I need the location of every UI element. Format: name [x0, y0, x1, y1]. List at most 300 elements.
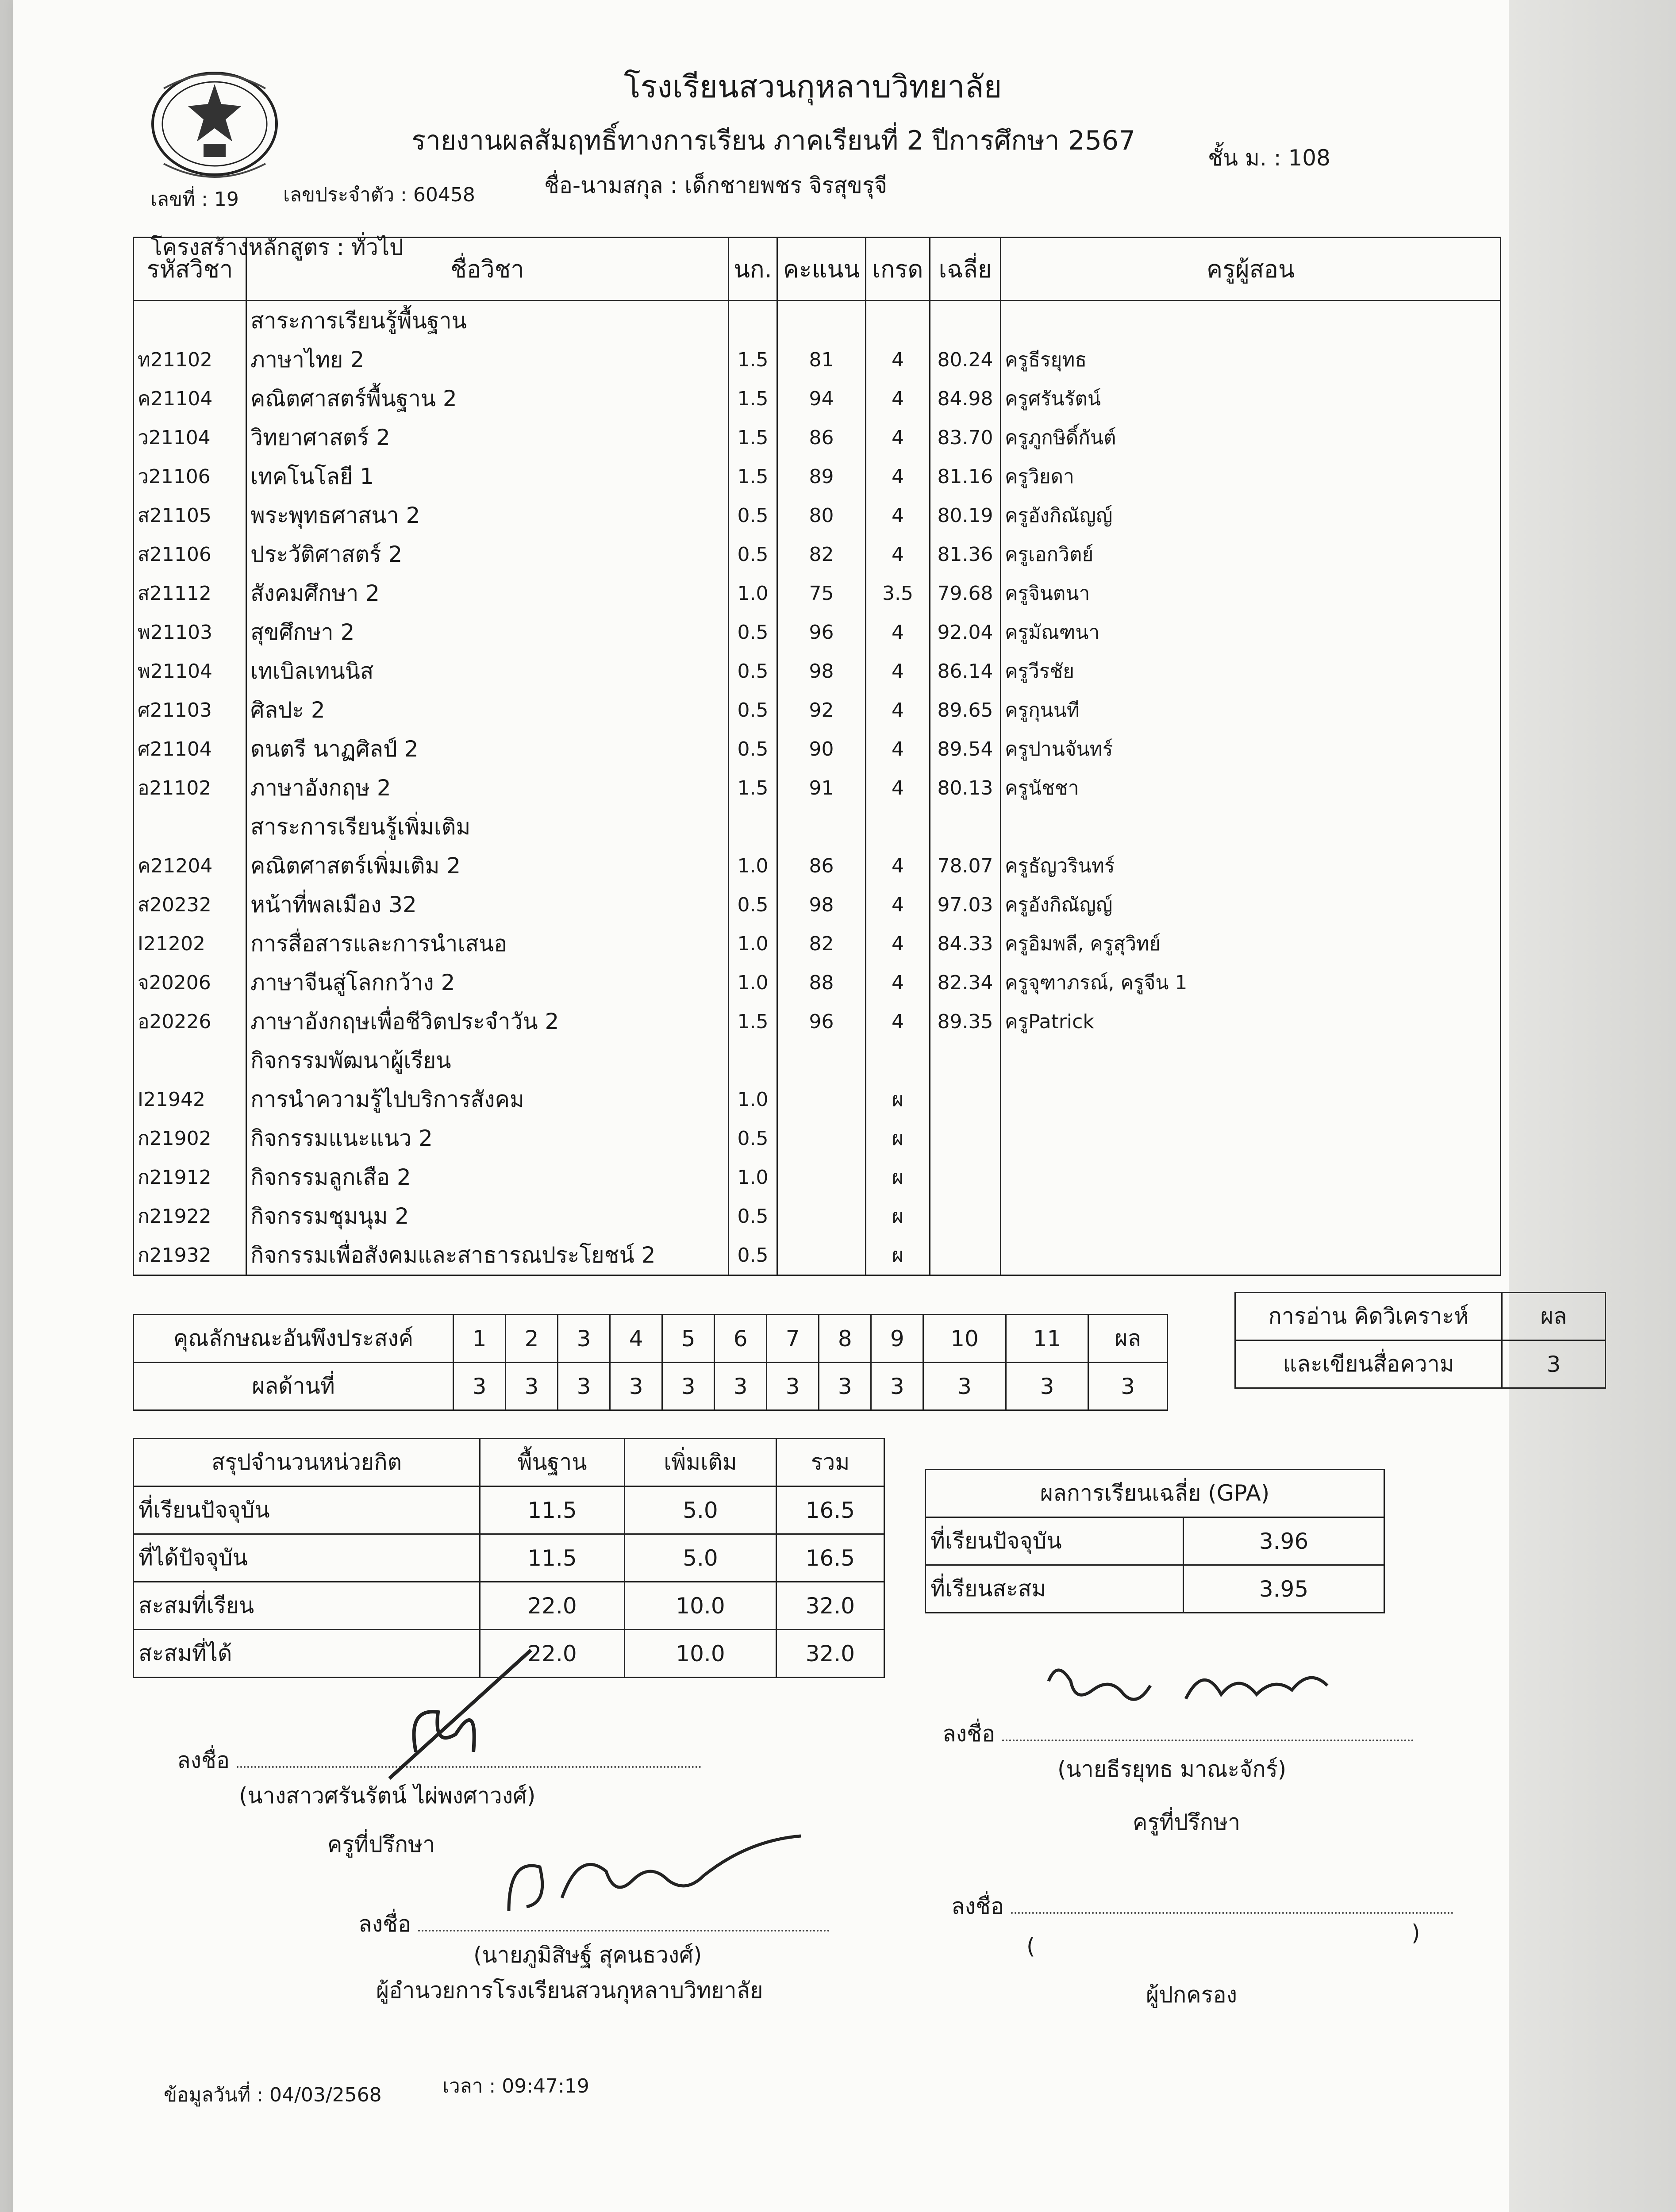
school-name: โรงเรียนสวนกุหลาบวิทยาลัย — [624, 69, 1002, 105]
subject-code: อ20226 — [134, 1002, 246, 1041]
subject-code: ก21902 — [134, 1119, 246, 1158]
subject-average: 86.14 — [930, 652, 1001, 691]
subject-row — [134, 924, 1501, 963]
footer-time: เวลา : 09:47:19 — [442, 2075, 589, 2097]
credits-cell: 10.0 — [625, 1630, 776, 1678]
subject-row — [134, 379, 1501, 418]
group-code-cell — [134, 301, 246, 341]
subject-grade: 4 — [866, 730, 930, 768]
empty-cell — [866, 301, 930, 341]
trait-value: 3 — [662, 1363, 715, 1410]
col-header-teacher: ครูผู้สอน — [1001, 238, 1501, 301]
subject-average: 78.07 — [930, 846, 1001, 885]
subject-teacher: ครูอังกิณัญญ์ — [1001, 496, 1501, 535]
subject-row — [134, 457, 1501, 496]
subject-row — [134, 1119, 1501, 1158]
reading-table — [1234, 1292, 1606, 1389]
subject-teacher: ครูนัชชา — [1001, 768, 1501, 807]
subject-score: 82 — [777, 535, 866, 574]
empty-cell — [729, 807, 777, 846]
subject-grade: 4 — [866, 691, 930, 730]
subject-average — [930, 1236, 1001, 1275]
subject-average — [930, 1197, 1001, 1236]
trait-number: 10 — [923, 1315, 1006, 1363]
subject-credit: 1.0 — [729, 963, 777, 1002]
subject-name: วิทยาศาสตร์ 2 — [246, 418, 729, 457]
subject-teacher: ครูPatrick — [1001, 1002, 1501, 1041]
subject-teacher: ครูมัณฑนา — [1001, 613, 1501, 652]
trait-value: 3 — [819, 1363, 871, 1410]
subject-credit: 0.5 — [729, 496, 777, 535]
subject-teacher — [1001, 1119, 1501, 1158]
subject-score: 94 — [777, 379, 866, 418]
trait-number: 9 — [871, 1315, 923, 1363]
subject-name: ศิลปะ 2 — [246, 691, 729, 730]
group-code-cell — [134, 1041, 246, 1080]
empty-cell — [777, 807, 866, 846]
subject-row — [134, 1158, 1501, 1197]
subject-name: ภาษาอังกฤษ 2 — [246, 768, 729, 807]
subject-grade: 4 — [866, 652, 930, 691]
subject-row — [134, 418, 1501, 457]
subject-teacher: ครูปานจันทร์ — [1001, 730, 1501, 768]
empty-cell — [930, 807, 1001, 846]
credits-title: สรุปจำนวนหน่วยกิต — [134, 1439, 480, 1486]
subject-name: กิจกรรมชุมนุม 2 — [246, 1197, 729, 1236]
trait-number: 1 — [454, 1315, 506, 1363]
subject-grade: 4 — [866, 846, 930, 885]
subject-name: ภาษาไทย 2 — [246, 340, 729, 379]
subject-average: 89.54 — [930, 730, 1001, 768]
subject-row — [134, 885, 1501, 924]
subject-name: ประวัติศาสตร์ 2 — [246, 535, 729, 574]
reading-label-2: และเขียนสื่อความ — [1235, 1340, 1502, 1388]
subject-code: ศ21103 — [134, 691, 246, 730]
subject-name: คณิตศาสตร์เพิ่มเติม 2 — [246, 846, 729, 885]
subject-code: ส21105 — [134, 496, 246, 535]
subject-row — [134, 963, 1501, 1002]
group-label: สาระการเรียนรู้เพิ่มเติม — [246, 807, 729, 846]
subject-code: ว21106 — [134, 457, 246, 496]
credits-header: พื้นฐาน — [480, 1439, 625, 1486]
subject-code: I21942 — [134, 1080, 246, 1119]
subject-code: ค21104 — [134, 379, 246, 418]
curriculum: โครงสร้างหลักสูตร : ทั่วไป — [150, 234, 404, 260]
grade-rows — [134, 301, 1501, 1275]
subject-teacher — [1001, 1197, 1501, 1236]
gpa-table — [925, 1469, 1385, 1613]
subject-name: พระพุทธศาสนา 2 — [246, 496, 729, 535]
school-logo-icon — [146, 62, 283, 181]
subject-average: 89.65 — [930, 691, 1001, 730]
subject-row — [134, 535, 1501, 574]
subject-grade: 4 — [866, 885, 930, 924]
subject-credit: 1.5 — [729, 418, 777, 457]
empty-cell — [777, 1041, 866, 1080]
subject-credit: 1.0 — [729, 574, 777, 613]
advisor1-name: (นางสาวศรันรัตน์ ไผ่พงศาวงศ์) — [239, 1783, 536, 1809]
subject-row — [134, 574, 1501, 613]
subject-average: 97.03 — [930, 885, 1001, 924]
empty-cell — [777, 301, 866, 341]
subject-code: ศ21104 — [134, 730, 246, 768]
subject-row — [134, 613, 1501, 652]
subject-code: ค21204 — [134, 846, 246, 885]
empty-cell — [1001, 1041, 1501, 1080]
subject-average: 80.19 — [930, 496, 1001, 535]
traits-result: 3 — [1088, 1363, 1168, 1410]
subject-grade: 4 — [866, 1002, 930, 1041]
subject-score: 86 — [777, 418, 866, 457]
footer-date: ข้อมูลวันที่ : 04/03/2568 — [164, 2084, 382, 2106]
subject-teacher: ครูกุนนที — [1001, 691, 1501, 730]
empty-cell — [1001, 807, 1501, 846]
group-label: กิจกรรมพัฒนาผู้เรียน — [246, 1041, 729, 1080]
report-title: รายงานผลสัมฤทธิ์ทางการเรียน ภาคเรียนที่ 2 ปีการศึกษา 2567 — [411, 125, 1136, 156]
trait-value: 3 — [454, 1363, 506, 1410]
subject-credit: 0.5 — [729, 691, 777, 730]
traits-result-label: ผลด้านที่ — [134, 1363, 454, 1410]
subject-code: ส21112 — [134, 574, 246, 613]
subject-score — [777, 1119, 866, 1158]
trait-number: 4 — [610, 1315, 662, 1363]
subject-credit: 0.5 — [729, 652, 777, 691]
subject-teacher: ครูวีรชัย — [1001, 652, 1501, 691]
subject-credit: 1.5 — [729, 457, 777, 496]
empty-cell — [930, 1041, 1001, 1080]
trait-number: 2 — [506, 1315, 558, 1363]
trait-value: 3 — [715, 1363, 767, 1410]
credits-summary-table — [133, 1438, 885, 1678]
subject-teacher: ครูธีรยุทธ — [1001, 340, 1501, 379]
credits-row-label: สะสมที่ได้ — [134, 1630, 480, 1678]
credits-cell: 11.5 — [480, 1486, 625, 1534]
subject-credit: 0.5 — [729, 535, 777, 574]
subject-score: 90 — [777, 730, 866, 768]
gpa-title: ผลการเรียนเฉลี่ย (GPA) — [926, 1470, 1384, 1517]
empty-cell — [866, 807, 930, 846]
credits-cell: 11.5 — [480, 1534, 625, 1582]
col-header-average: เฉลี่ย — [930, 238, 1001, 301]
trait-number: 8 — [819, 1315, 871, 1363]
subject-grade: 4 — [866, 924, 930, 963]
subject-grade: 4 — [866, 418, 930, 457]
subject-name: เทคโนโลยี 1 — [246, 457, 729, 496]
credits-cell: 10.0 — [625, 1582, 776, 1630]
subject-code: I21202 — [134, 924, 246, 963]
empty-cell — [866, 1041, 930, 1080]
subject-teacher: ครูอังกิณัญญ์ — [1001, 885, 1501, 924]
subject-code: จ20206 — [134, 963, 246, 1002]
advisor2-signature-ink — [1044, 1655, 1354, 1717]
subject-score: 96 — [777, 613, 866, 652]
subject-teacher: ครูจินตนา — [1001, 574, 1501, 613]
subject-teacher: ครูภูกษิดิ์กันต์ — [1001, 418, 1501, 457]
sign-label: ลงชื่อ — [942, 1721, 996, 1747]
parent-role: ผู้ปกครอง — [1146, 1982, 1238, 2008]
reading-result-header: ผล — [1502, 1293, 1606, 1340]
subject-grade: 4 — [866, 613, 930, 652]
trait-number: 7 — [767, 1315, 819, 1363]
traits-label: คุณลักษณะอันพึงประสงค์ — [134, 1315, 454, 1363]
subject-code: อ21102 — [134, 768, 246, 807]
subject-average: 84.33 — [930, 924, 1001, 963]
reading-result: 3 — [1502, 1340, 1606, 1388]
subject-teacher — [1001, 1080, 1501, 1119]
subject-grade: ผ — [866, 1119, 930, 1158]
subject-score: 88 — [777, 963, 866, 1002]
subject-code: ก21912 — [134, 1158, 246, 1197]
subject-name: คณิตศาสตร์พื้นฐาน 2 — [246, 379, 729, 418]
trait-value: 3 — [923, 1363, 1006, 1410]
subject-credit: 1.5 — [729, 340, 777, 379]
credits-cell: 22.0 — [480, 1582, 625, 1630]
subject-teacher: ครูศรันรัตน์ — [1001, 379, 1501, 418]
subject-average: 83.70 — [930, 418, 1001, 457]
subject-row — [134, 340, 1501, 379]
subject-credit: 1.0 — [729, 1080, 777, 1119]
trait-value: 3 — [610, 1363, 662, 1410]
subject-score: 92 — [777, 691, 866, 730]
advisor1-signature-ink — [381, 1646, 584, 1787]
parent-paren-open: ( — [1026, 1933, 1035, 1959]
credits-header: รวม — [776, 1439, 884, 1486]
subject-average — [930, 1119, 1001, 1158]
subject-score: 86 — [777, 846, 866, 885]
subject-credit: 1.0 — [729, 1158, 777, 1197]
grades-table — [133, 237, 1501, 1276]
subject-average: 92.04 — [930, 613, 1001, 652]
trait-value: 3 — [767, 1363, 819, 1410]
credits-cell: 16.5 — [776, 1534, 884, 1582]
credits-header: เพิ่มเติม — [625, 1439, 776, 1486]
signature-line — [1011, 1912, 1453, 1914]
subject-teacher — [1001, 1158, 1501, 1197]
subject-name: กิจกรรมเพื่อสังคมและสาธารณประโยชน์ 2 — [246, 1236, 729, 1275]
reading-label-1: การอ่าน คิดวิเคราะห์ — [1235, 1293, 1502, 1340]
advisor2-name: (นายธีรยุทธ มาณะจักร์) — [1057, 1756, 1287, 1782]
subject-score: 82 — [777, 924, 866, 963]
subject-name: การสื่อสารและการนำเสนอ — [246, 924, 729, 963]
subject-row — [134, 768, 1501, 807]
subject-average: 79.68 — [930, 574, 1001, 613]
subject-score — [777, 1236, 866, 1275]
parent-paren-close: ) — [1411, 1920, 1420, 1946]
subject-row — [134, 1197, 1501, 1236]
subject-average — [930, 1158, 1001, 1197]
student-name: ชื่อ-นามสกุล : เด็กชายพชร จิรสุขรุจี — [544, 173, 888, 198]
subject-row — [134, 496, 1501, 535]
subject-grade: 4 — [866, 963, 930, 1002]
subject-code: ส20232 — [134, 885, 246, 924]
credits-cell: 32.0 — [776, 1582, 884, 1630]
subject-name: เทเบิลเทนนิส — [246, 652, 729, 691]
col-header-score: คะแนน — [777, 238, 866, 301]
subject-grade: 3.5 — [866, 574, 930, 613]
subject-name: หน้าที่พลเมือง 32 — [246, 885, 729, 924]
gpa-row-label: ที่เรียนสะสม — [926, 1565, 1184, 1613]
empty-cell — [729, 1041, 777, 1080]
subject-score — [777, 1080, 866, 1119]
credits-cell: 5.0 — [625, 1534, 776, 1582]
parent-sign — [951, 1889, 1453, 1924]
subject-code: ก21932 — [134, 1236, 246, 1275]
col-header-code: รหัสวิชา — [134, 238, 246, 301]
empty-cell — [1001, 301, 1501, 341]
subject-average: 80.13 — [930, 768, 1001, 807]
gpa-current: 3.96 — [1184, 1517, 1384, 1565]
group-row — [134, 807, 1501, 846]
advisor2-sign — [942, 1717, 1414, 1751]
credits-row-label: ที่ได้ปัจจุบัน — [134, 1534, 480, 1582]
grades-table-wrapper — [133, 237, 1509, 1323]
credits-cell: 22.0 — [480, 1630, 625, 1678]
page-edge — [1509, 0, 1676, 2212]
subject-code: ท21102 — [134, 340, 246, 379]
subject-code: พ21104 — [134, 652, 246, 691]
subject-row — [134, 1236, 1501, 1275]
subject-credit: 0.5 — [729, 1197, 777, 1236]
advisor1-role: ครูที่ปรึกษา — [327, 1832, 435, 1857]
subject-credit: 1.5 — [729, 1002, 777, 1041]
group-label: สาระการเรียนรู้พื้นฐาน — [246, 301, 729, 341]
student-id: เลขประจำตัว : 60458 — [283, 184, 475, 206]
group-row — [134, 1041, 1501, 1080]
sign-label: ลงชื่อ — [358, 1911, 411, 1937]
signature-line — [418, 1930, 830, 1932]
subject-grade: ผ — [866, 1158, 930, 1197]
subject-score — [777, 1158, 866, 1197]
subject-row — [134, 1080, 1501, 1119]
sign-label: ลงชื่อ — [177, 1747, 230, 1773]
subject-grade: 4 — [866, 457, 930, 496]
subject-name: สังคมศึกษา 2 — [246, 574, 729, 613]
subject-code: ก21922 — [134, 1197, 246, 1236]
subject-average: 80.24 — [930, 340, 1001, 379]
subject-score: 91 — [777, 768, 866, 807]
director-name: (นายภูมิสิษฐ์ สุคนธวงศ์) — [473, 1942, 702, 1968]
student-number: เลขที่ : 19 — [150, 188, 239, 211]
subject-average — [930, 1080, 1001, 1119]
subject-code: พ21103 — [134, 613, 246, 652]
subject-average: 89.35 — [930, 1002, 1001, 1041]
subject-score — [777, 1197, 866, 1236]
gpa-row-label: ที่เรียนปัจจุบัน — [926, 1517, 1184, 1565]
trait-value: 3 — [506, 1363, 558, 1410]
subject-grade: 4 — [866, 535, 930, 574]
credits-cell: 5.0 — [625, 1486, 776, 1534]
subject-row — [134, 1002, 1501, 1041]
subject-credit: 0.5 — [729, 730, 777, 768]
group-row — [134, 301, 1501, 341]
subject-grade: ผ — [866, 1236, 930, 1275]
director-signature-ink — [500, 1832, 810, 1929]
subject-credit: 1.0 — [729, 924, 777, 963]
trait-value: 3 — [871, 1363, 923, 1410]
subject-name: ดนตรี นาฏศิลป์ 2 — [246, 730, 729, 768]
subject-average: 81.16 — [930, 457, 1001, 496]
subject-score: 96 — [777, 1002, 866, 1041]
subject-score: 98 — [777, 885, 866, 924]
subject-name: กิจกรรมแนะแนว 2 — [246, 1119, 729, 1158]
trait-value: 3 — [558, 1363, 610, 1410]
signature-line — [1002, 1740, 1414, 1741]
subject-teacher: ครูอิมพลี, ครูสุวิทย์ — [1001, 924, 1501, 963]
advisor2-role: ครูที่ปรึกษา — [1133, 1809, 1241, 1835]
subject-credit: 1.0 — [729, 846, 777, 885]
subject-name: การนำความรู้ไปบริการสังคม — [246, 1080, 729, 1119]
empty-cell — [930, 301, 1001, 341]
trait-value: 3 — [1006, 1363, 1088, 1410]
subject-name: ภาษาอังกฤษเพื่อชีวิตประจำวัน 2 — [246, 1002, 729, 1041]
trait-number: 6 — [715, 1315, 767, 1363]
empty-cell — [729, 301, 777, 341]
subject-average: 82.34 — [930, 963, 1001, 1002]
director-role: ผู้อำนวยการโรงเรียนสวนกุหลาบวิทยาลัย — [376, 1978, 763, 2003]
subject-score: 89 — [777, 457, 866, 496]
credits-row-label: สะสมที่เรียน — [134, 1582, 480, 1630]
subject-score: 98 — [777, 652, 866, 691]
trait-number: 5 — [662, 1315, 715, 1363]
col-header-subject: ชื่อวิชา — [246, 238, 729, 301]
trait-number: 11 — [1006, 1315, 1088, 1363]
subject-grade: ผ — [866, 1197, 930, 1236]
subject-teacher — [1001, 1236, 1501, 1275]
subject-row — [134, 691, 1501, 730]
subject-row — [134, 846, 1501, 885]
subject-teacher: ครูวิยดา — [1001, 457, 1501, 496]
subject-credit: 0.5 — [729, 613, 777, 652]
subject-name: สุขศึกษา 2 — [246, 613, 729, 652]
credits-cell: 16.5 — [776, 1486, 884, 1534]
subject-grade: ผ — [866, 1080, 930, 1119]
subject-grade: 4 — [866, 496, 930, 535]
subject-credit: 1.5 — [729, 379, 777, 418]
credits-row-label: ที่เรียนปัจจุบัน — [134, 1486, 480, 1534]
col-header-grade: เกรด — [866, 238, 930, 301]
traits-result-header: ผล — [1088, 1315, 1168, 1363]
trait-number: 3 — [558, 1315, 610, 1363]
sign-label: ลงชื่อ — [951, 1893, 1004, 1919]
subject-teacher: ครูจุฑาภรณ์, ครูจีน 1 — [1001, 963, 1501, 1002]
subject-grade: 4 — [866, 768, 930, 807]
subject-teacher: ครูธัญวรินทร์ — [1001, 846, 1501, 885]
subject-score: 81 — [777, 340, 866, 379]
group-code-cell — [134, 807, 246, 846]
subject-name: กิจกรรมลูกเสือ 2 — [246, 1158, 729, 1197]
subject-credit: 0.5 — [729, 1236, 777, 1275]
subject-row — [134, 652, 1501, 691]
traits-table — [133, 1314, 1168, 1411]
subject-row — [134, 730, 1501, 768]
subject-credit: 0.5 — [729, 1119, 777, 1158]
subject-name: ภาษาจีนสู่โลกกว้าง 2 — [246, 963, 729, 1002]
subject-grade: 4 — [866, 340, 930, 379]
subject-average: 84.98 — [930, 379, 1001, 418]
credits-cell: 32.0 — [776, 1630, 884, 1678]
subject-average: 81.36 — [930, 535, 1001, 574]
subject-credit: 1.5 — [729, 768, 777, 807]
col-header-credit: นก. — [729, 238, 777, 301]
subject-grade: 4 — [866, 379, 930, 418]
subject-score: 75 — [777, 574, 866, 613]
subject-score: 80 — [777, 496, 866, 535]
class-label: ชั้น ม. : 108 — [1208, 145, 1330, 171]
gpa-cumulative: 3.95 — [1184, 1565, 1384, 1613]
subject-credit: 0.5 — [729, 885, 777, 924]
subject-code: ส21106 — [134, 535, 246, 574]
subject-code: ว21104 — [134, 418, 246, 457]
